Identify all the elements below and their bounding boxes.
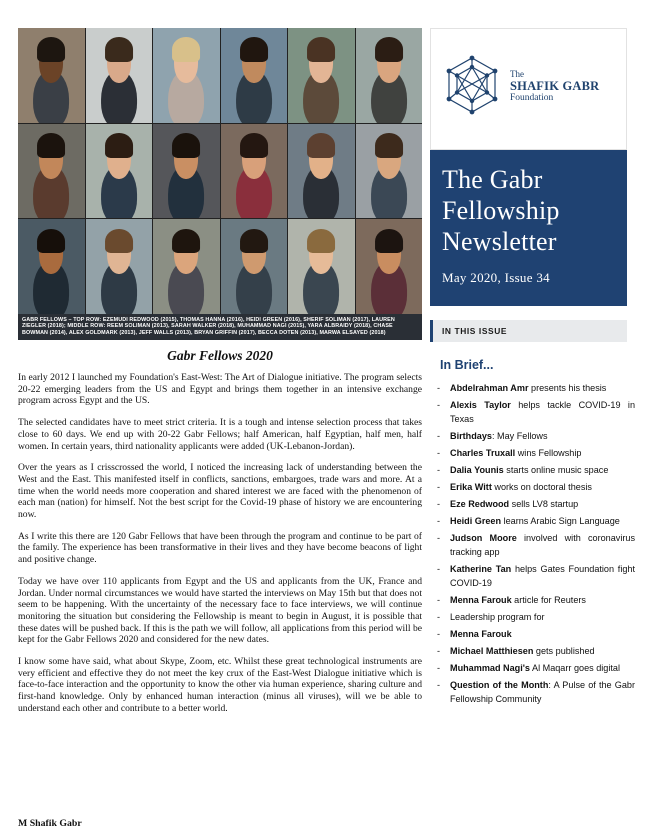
article-paragraph: Today we have over 110 applicants from Egypt and the US and applicants from the UK, France and Jordan. Under normal circumstances we would have started the interviews on May 15th but that does not seem to be happening. With the uncertainty of the necessary face to face interviews, we will continue monitoring the situation but considering the Fellowship is meant to begin in August, it is possible that these dates will be pushed back. If this is the path we will follow, all applications from this period will be kept for the Gabr Fellows 2020 and considered for the new dates. [18, 575, 422, 646]
in-brief-item-name: Heidi Green [450, 516, 502, 527]
photo-hair [172, 229, 200, 254]
in-brief-item[interactable] [437, 382, 635, 396]
in-brief-item-text: helps tackle COVID-19 in Texas [450, 400, 636, 424]
in-brief-item[interactable] [437, 662, 635, 676]
in-brief-item-text: works on doctoral thesis [491, 482, 592, 493]
logo-line-2: SHAFIK GABR [510, 78, 600, 93]
bullet-dash-icon: - [437, 400, 441, 411]
photo-hair [172, 133, 200, 158]
bullet-dash-icon: - [437, 564, 441, 575]
bullet-dash-icon: - [437, 594, 441, 605]
article-signature: M Shafik Gabr [18, 818, 82, 829]
in-brief-item-text: helps Gates Foundation fight COVID-19 [450, 564, 635, 588]
in-brief-item-name: Judson Moore [450, 533, 517, 544]
bullet-dash-icon: - [437, 663, 441, 674]
in-brief-item-text: Leadership program for [450, 611, 545, 622]
fellow-photo [356, 219, 423, 314]
fellow-photo [356, 28, 423, 123]
photo-hair [37, 229, 65, 254]
fellows-photo-mosaic [18, 28, 422, 314]
photo-hair [240, 37, 268, 62]
bullet-dash-icon: - [437, 628, 441, 639]
in-brief-item[interactable] [437, 430, 635, 444]
fellow-photo [288, 28, 355, 123]
in-brief-item-name: Menna Farouk [450, 594, 512, 605]
photo-hair [240, 133, 268, 158]
photo-hair [37, 37, 65, 62]
article-paragraph: In early 2012 I launched my Foundation's East-West: The Art of Dialogue initiative. The program selects 20-22 emerging leaders from the US and Egypt and brings them together in an intensive exchange program across Egypt and the US. [18, 372, 422, 407]
fellow-photo [18, 219, 85, 314]
in-brief-item[interactable] [437, 399, 635, 426]
in-brief-item-name: Erika Witt [450, 482, 492, 493]
in-brief-item-name: Alexis Taylor [450, 400, 511, 411]
in-brief-item-name: Birthdays [450, 430, 492, 441]
bullet-dash-icon: - [437, 383, 441, 393]
fellow-photo [86, 124, 153, 219]
fellow-photo [221, 28, 288, 123]
in-brief-item-name: Question of the Month [450, 680, 549, 691]
in-brief-item-text: wins Fellowship [515, 447, 582, 458]
fellow-photo [18, 28, 85, 123]
issue-line: May 2020, Issue 34 [442, 270, 550, 285]
article-paragraph: The selected candidates have to meet strict criteria. It is a tough and intense selection process that takes close to 60 days. We end up with 20-22 Gabr Fellows; half American, half Egyptian, half men, half women. In certain years, third nationality applicants were added (UK-Lebanon-Jordan). [18, 417, 422, 452]
fellow-photo [153, 28, 220, 123]
photo-hair [240, 229, 268, 254]
bullet-dash-icon: - [437, 464, 441, 475]
foundation-logo-box [430, 28, 627, 150]
bullet-dash-icon: - [437, 516, 441, 527]
in-brief-item[interactable] [437, 563, 635, 590]
fellow-photo [86, 219, 153, 314]
fellow-photo [221, 219, 288, 314]
in-brief-item-text: : A Pulse of the Gabr Fellowship Community [450, 680, 635, 704]
article-paragraph: Over the years as I crisscrossed the world, I noticed the increasing lack of understanding between the West and the East. This manifested itself in conflicts, sanctions, embargoes, trade wars and more. At a time when the world needs more cooperation and shared interest we are faced with the phenomenon of each man (nation) for himself. Not the best script for the Covid-19 phase of history we are encountering now. [18, 462, 422, 521]
in-brief-item[interactable] [437, 481, 635, 495]
photo-hair [172, 37, 200, 62]
photo-hair [307, 37, 335, 62]
in-brief-item[interactable] [437, 464, 635, 478]
in-brief-item-name: Charles Truxall [450, 447, 516, 458]
fellow-photo [153, 219, 220, 314]
bullet-dash-icon: - [437, 680, 441, 691]
in-brief-item-name: Muhammad Nagi's [450, 663, 530, 674]
page-title: The Gabr Fellowship Newsletter [442, 165, 560, 256]
in-brief-item[interactable] [437, 447, 635, 461]
hexagon-lattice-logo-icon [443, 55, 501, 117]
bullet-dash-icon: - [437, 646, 441, 656]
in-brief-item-name: Michael Matthiesen [450, 646, 534, 656]
bullet-dash-icon: - [437, 430, 441, 441]
in-brief-item[interactable] [437, 594, 635, 608]
photo-hair [375, 229, 403, 254]
masthead-title-box [430, 150, 627, 306]
in-brief-item[interactable] [437, 645, 635, 659]
fellow-photo [221, 124, 288, 219]
bullet-dash-icon: - [437, 533, 441, 544]
fellow-photo [288, 219, 355, 314]
photo-hair [105, 133, 133, 158]
in-brief-item-name: Katherine Tan [450, 564, 512, 575]
in-brief-item-text: learns Arabic Sign Language [501, 516, 620, 527]
photo-hair [307, 133, 335, 158]
in-brief-item-name: Eze Redwood [450, 499, 510, 510]
in-brief-item-text: : May Fellows [491, 430, 548, 441]
in-brief-item-name: Abdelrahman Amr [450, 383, 529, 393]
photo-hair [375, 37, 403, 62]
fellow-photo [86, 28, 153, 123]
logo-line-1: The [510, 68, 524, 79]
in-brief-item[interactable] [437, 532, 635, 559]
article-title: Gabr Fellows 2020 [167, 348, 273, 363]
article-body [18, 372, 422, 725]
article-paragraph: As I write this there are 120 Gabr Fellows that have been through the program and continue to be part of the family. The experience has been transformative in their lives and they have become beacons of light and positive change. [18, 530, 422, 566]
fellow-photo [153, 124, 220, 219]
in-brief-item-text: article for Reuters [511, 594, 586, 605]
photo-hair [105, 37, 133, 62]
in-brief-item-name: Menna Farouk [450, 628, 512, 639]
photo-caption: GABR FELLOWS – TOP ROW: EZEMUDI REDWOOD (2015), THOMAS HANNA (2016), HEIDI GREEN (2016), SHERIF SOLIMAN (2017), LAUREN ZIEGLER (2018); MIDDLE ROW: REEM SOLIMAN (2013), SARAH WALKER (2018), MUHAMMAD NAGI (2015), YARA ALBRAIDY (2018), CHASE BOWMAN (2014), ALEX GOLDMARK (2013), JEFF WALLS (2013), BRYAN GRIFFIN (2017), BECCA DOTEN (2013), MARWA ELSAYED (2018) [18, 314, 422, 340]
in-brief-item[interactable] [437, 611, 635, 625]
photo-hair [375, 133, 403, 158]
in-brief-item[interactable] [437, 515, 635, 529]
in-brief-item-text: starts online music space [503, 464, 609, 475]
in-brief-item[interactable] [437, 628, 635, 642]
in-brief-heading: In Brief... [440, 358, 494, 372]
fellow-photo [356, 124, 423, 219]
article-paragraph: I know some have said, what about Skype, Zoom, etc. Whilst these great technological instruments are very efficient and effective they do not meet the key crux of the East-West Dialogue initiative which is face-to-face interaction and the opportunity to know the other via human experience, sharing culture and first-hand knowledge. Only by enhanced human interaction (minus all viruses), will we be able to understand each other and contribute to a better world. [18, 656, 422, 714]
in-brief-item[interactable] [437, 498, 635, 512]
in-brief-item-text: gets published [533, 646, 595, 656]
bullet-dash-icon: - [437, 482, 441, 493]
fellow-photo [18, 124, 85, 219]
in-brief-item-text: sells LV8 startup [509, 499, 579, 510]
in-brief-list [437, 382, 635, 710]
logo-line-3: Foundation [510, 92, 554, 103]
in-brief-item[interactable] [437, 679, 635, 706]
photo-hair [105, 229, 133, 254]
in-brief-item-text: Al Maqarr goes digital [529, 663, 620, 674]
in-this-issue-header: IN THIS ISSUE [430, 320, 627, 342]
bullet-dash-icon: - [437, 447, 441, 458]
photo-hair [307, 229, 335, 254]
in-brief-item-name: Dalia Younis [450, 464, 504, 475]
in-brief-item-text: presents his thesis [528, 383, 607, 393]
bullet-dash-icon: - [437, 611, 441, 622]
photo-hair [37, 133, 65, 158]
bullet-dash-icon: - [437, 499, 441, 510]
fellow-photo [288, 124, 355, 219]
in-brief-item-text: involved with coronavirus tracking app [450, 533, 635, 557]
